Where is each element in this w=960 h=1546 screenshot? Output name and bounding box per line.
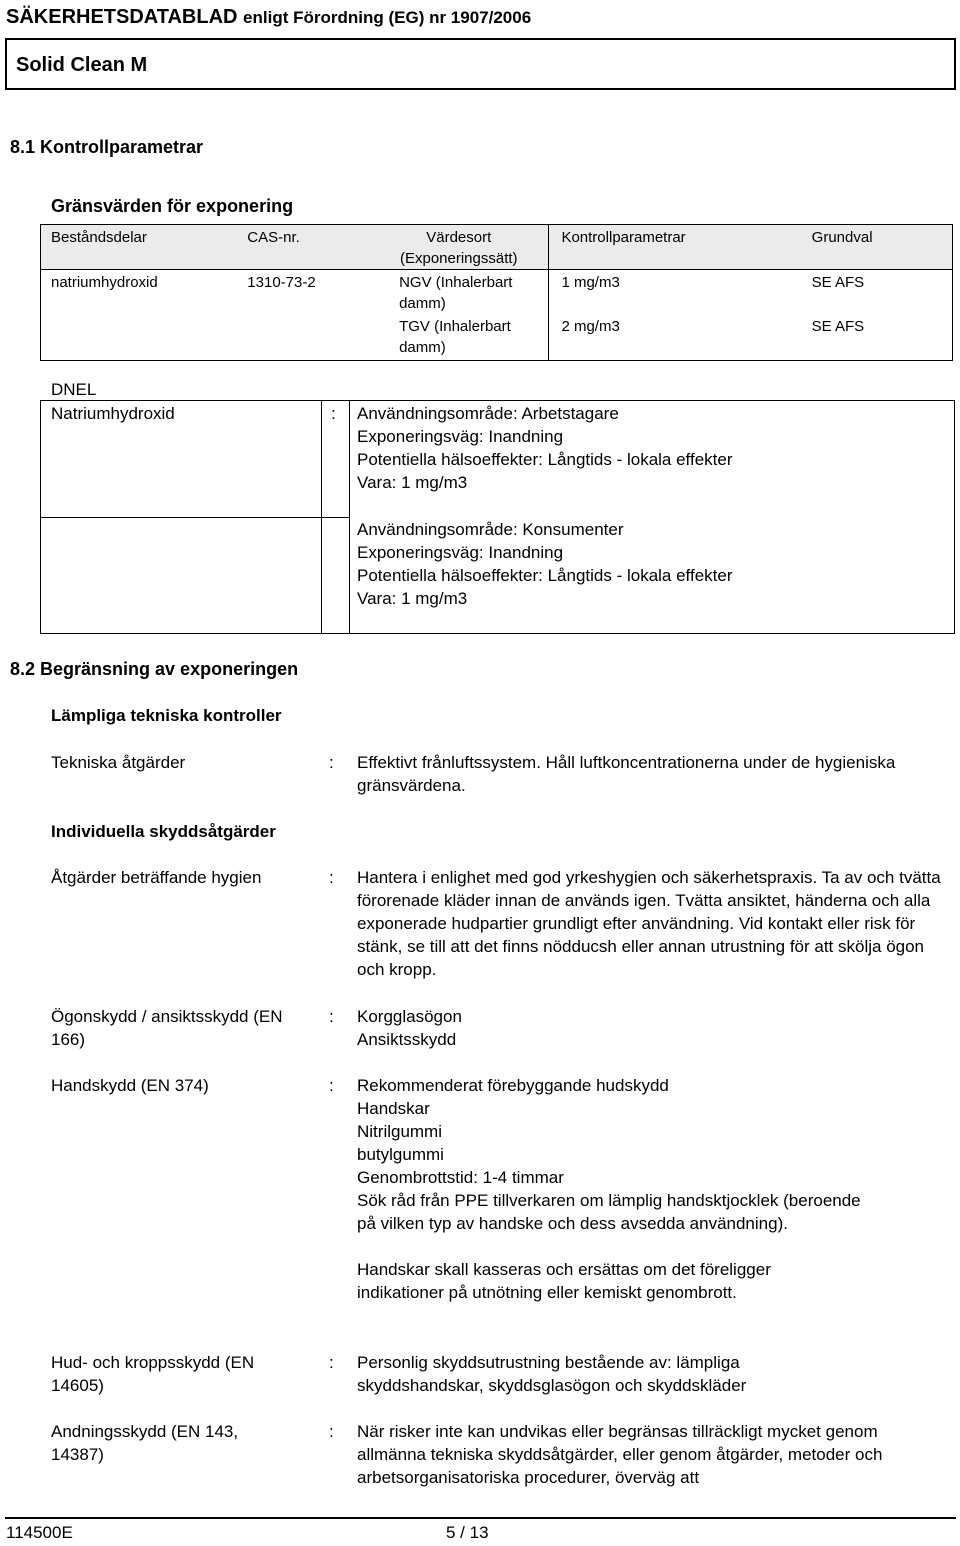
colon: : [329,868,334,887]
technical-measures-value: Effektivt frånluftssystem. Håll luftkoncentrationerna under de hygieniska gränsvärdena. [357,753,896,795]
cell-substance: natriumhydroxid [51,274,158,291]
document-title [6,4,531,31]
dnel-substance: Natriumhydroxid [51,404,175,423]
hand-protection-value [357,1074,877,1304]
document-title-regulation: enligt Förordning (EG) nr 1907/2006 [243,8,532,27]
column-header-value-type: Värdesort (Exponeringssätt) [369,225,549,270]
eye-protection-line: Korgglasögon [357,1007,462,1026]
column-header-basis: Grundval [802,225,953,270]
cell-basis: SE AFS [811,274,865,291]
hygiene-label: Åtgärder beträffande hygien [51,868,262,887]
hygiene-value: Hantera i enlighet med god yrkeshygien och säkerhetspraxis. Ta av och tvätta förorenade kläder innan de används igen. Tvätta ansiktet, händerna och alla exponerade hudpartier grundligt efter användning. Vid kontakt eller risk för stänk, se till att det finns nödducsh eller annan utrustning för att skölja ögon och kropp. [357,868,941,979]
eye-protection-line: Ansiktsskydd [357,1030,457,1049]
dnel-consumer-block [357,518,947,610]
dnel-line: Vara: 1 mg/m3 [357,473,468,492]
hand-protection-label: Handskydd (EN 374) [51,1076,209,1095]
column-header-control-parameters: Kontrollparametrar [549,225,802,270]
dnel-line: Användningsområde: Arbetstagare [357,404,619,423]
hand-protection-line: Handskar [357,1099,430,1118]
colon: : [329,1422,334,1441]
dnel-divider [40,517,350,518]
colon: : [329,753,334,772]
eye-protection-value [357,1005,462,1051]
technical-controls-heading: Lämpliga tekniska kontroller [51,706,282,725]
dnel-colon: : [331,404,336,423]
column-header-substance: Beståndsdelar [41,225,236,270]
cell-value-type: TGV (Inhalerbart damm) [399,318,511,356]
document-title-main: SÄKERHETSDATABLAD [6,6,238,28]
cell-value-type: NGV (Inhalerbart damm) [399,274,513,312]
colon: : [329,1007,334,1026]
dnel-line: Användningsområde: Konsumenter [357,520,624,539]
table-row [41,270,953,315]
dnel-line: Potentiella hälsoeffekter: Långtids - lokala effekter [357,450,733,469]
dnel-worker-block [357,402,947,494]
dnel-line: Vara: 1 mg/m3 [357,589,468,608]
hand-protection-advice: Sök råd från PPE tillverkaren om lämplig handsktjocklek (beroende på vilken typ av handske och dess avsedda användning). [357,1191,861,1233]
dnel-line: Potentiella hälsoeffekter: Långtids - lokala effekter [357,566,733,585]
colon: : [329,1353,334,1372]
footer-divider [5,1517,956,1519]
footer-document-code: 114500E [6,1523,73,1542]
technical-measures-label: Tekniska åtgärder [51,753,186,772]
cell-control-parameter: 1 mg/m3 [549,270,802,315]
table-header-row [41,225,953,270]
cell-cas [235,314,369,361]
body-protection-label: Hud- och kroppsskydd (EN 14605) [51,1353,255,1395]
eye-protection-label: Ögonskydd / ansiktsskydd (EN 166) [51,1007,283,1049]
hand-protection-line: Genombrottstid: 1-4 timmar [357,1168,564,1187]
hand-protection-line: butylgummi [357,1145,444,1164]
exposure-limits-table [40,224,953,361]
cell-control-parameter: 2 mg/m3 [549,314,802,361]
hand-protection-line: Rekommenderat förebyggande hudskydd [357,1076,669,1095]
respiratory-protection-label: Andningsskydd (EN 143, 14387) [51,1422,239,1464]
respiratory-protection-value: När risker inte kan undvikas eller begränsas tillräckligt mycket genom allmänna tekniska skyddsåtgärder, eller genom åtgärder, metoder och arbetsorganisatoriska procedurer, överväg att [357,1422,883,1487]
section-8-2-heading: 8.2 Begränsning av exponeringen [10,659,299,679]
body-protection-value: Personlig skyddsutrustning bestående av: lämpliga skyddshandskar, skyddsglasögon och skyddskläder [357,1353,747,1395]
dnel-line: Exponeringsväg: Inandning [357,543,564,562]
product-name: Solid Clean M [16,54,148,76]
cell-cas: 1310-73-2 [247,274,316,291]
table-row [41,314,953,361]
cell-substance [41,314,236,361]
hand-protection-disposal: Handskar skall kasseras och ersättas om det föreligger indikationer på utnötning eller kemiskt genombrott. [357,1260,771,1302]
exposure-limits-heading: Gränsvärden för exponering [51,196,294,216]
product-name-box [5,38,956,90]
individual-protection-heading: Individuella skyddsåtgärder [51,822,276,841]
dnel-label: DNEL [51,380,97,399]
colon: : [329,1076,334,1095]
column-header-cas: CAS-nr. [235,225,369,270]
section-8-1-heading: 8.1 Kontrollparametrar [10,137,204,157]
hand-protection-line: Nitrilgummi [357,1122,442,1141]
cell-basis: SE AFS [811,318,865,335]
dnel-line: Exponeringsväg: Inandning [357,427,564,446]
footer-page-number: 5 / 13 [446,1523,489,1542]
